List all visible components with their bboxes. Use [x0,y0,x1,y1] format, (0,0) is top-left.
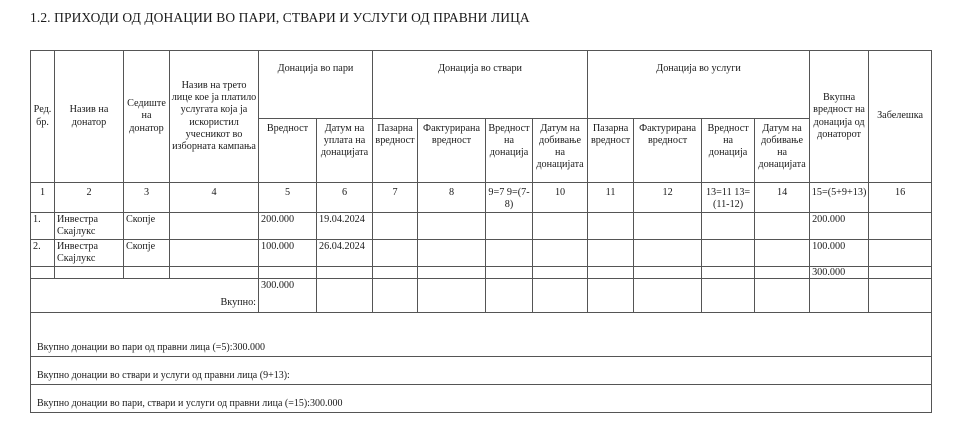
donor-seat: Скопје [124,240,170,267]
table-row [31,240,932,267]
column-number: 11 [588,183,634,213]
summary-goods-services: Вкупно донации во ствари и услуги од правни лица (9+13): [31,357,932,385]
donor-seat: Скопје [124,213,170,240]
column-number: 8 [418,183,486,213]
header-zabeleshka: Забелешка [869,51,932,183]
column-number: 14 [755,183,810,213]
cash-value: 200.000 [259,213,317,240]
header-red-br: Ред. бр. [31,51,55,183]
total-value: 200.000 [810,213,869,240]
column-number: 6 [317,183,373,213]
column-number: 7 [373,183,418,213]
subheader-datum-dobivanje-stvari: Датум на добивање на донацијата [533,119,588,183]
donations-table [30,50,932,413]
total-row [31,279,932,313]
subheader-vrednost-donacija-stvari: Вредност на донација [486,119,533,183]
row-number: 1. [31,213,55,240]
subheader-pazarna-stvari: Пазарна вредност [373,119,418,183]
total-cash-value: 300.000 [259,279,317,313]
third-party [170,213,259,240]
column-number: 13=11 13=(11-12) [702,183,755,213]
donor-name: Инвестра Скајлукс [55,240,124,267]
column-number: 12 [634,183,702,213]
header-treto-lice: Назив на трето лице кое ја платило услугата која ја искористил учесникот во изборната кампања [170,51,259,183]
column-number: 5 [259,183,317,213]
third-party [170,240,259,267]
empty-row-total: 300.000 [810,267,869,279]
subheader-fakturirana-uslugi: Фактурирана вредност [634,119,702,183]
column-number: 2 [55,183,124,213]
summary-total: Вкупно донации во пари, ствари и услуги од правни лица (=15):300.000 [31,385,932,413]
section-title: 1.2. ПРИХОДИ ОД ДОНАЦИИ ВО ПАРИ, СТВАРИ И УСЛУГИ ОД ПРАВНИ ЛИЦА [30,10,530,25]
header-stvari: Донација во ствари [373,51,588,119]
header-naziv-donator: Назив на донатор [55,51,124,183]
header-sedishte: Седиште на донатор [124,51,170,183]
column-number: 16 [869,183,932,213]
column-number: 4 [170,183,259,213]
total-value: 100.000 [810,240,869,267]
total-label: Вкупно: [31,279,259,313]
subheader-datum-dobivanje-uslugi: Датум на добивање на донацијата [755,119,810,183]
column-number: 15=(5+9+13) [810,183,869,213]
subheader-vrednost-donacija-uslugi: Вредност на донација [702,119,755,183]
row-number: 2. [31,240,55,267]
column-number: 10 [533,183,588,213]
column-number: 1 [31,183,55,213]
note [869,240,932,267]
payment-date: 26.04.2024 [317,240,373,267]
note [869,213,932,240]
subheader-vrednost: Вредност [259,119,317,183]
column-number: 9=7 9=(7-8) [486,183,533,213]
donor-name: Инвестра Скајлукс [55,213,124,240]
table-row [31,267,932,279]
subheader-fakturirana-stvari: Фактурирана вредност [418,119,486,183]
column-number: 3 [124,183,170,213]
summary-cash: Вкупно донации во пари од правни лица (=5):300.000 [31,313,932,357]
table-row [31,213,932,240]
subheader-datum-uplata: Датум на уплата на донацијата [317,119,373,183]
header-pari: Донација во пари [259,51,373,119]
subheader-pazarna-uslugi: Пазарна вредност [588,119,634,183]
header-vkupna: Вкупна вредност на донација од донаторот [810,51,869,183]
cash-value: 100.000 [259,240,317,267]
header-uslugi: Донација во услуги [588,51,810,119]
payment-date: 19.04.2024 [317,213,373,240]
